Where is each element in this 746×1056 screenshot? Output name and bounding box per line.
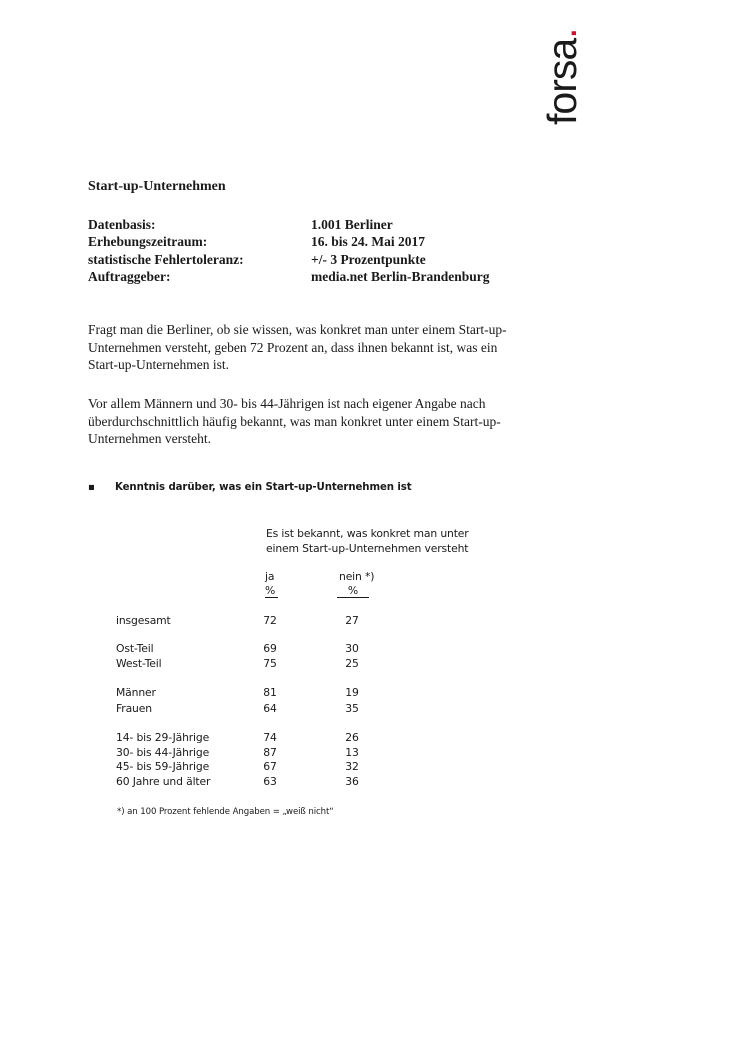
table-row [0,701,746,716]
meta-row [88,216,548,233]
cell-nein: 13 [345,746,359,759]
cell-nein: 30 [345,642,359,655]
row-label: insgesamt [116,614,171,627]
cell-ja: 67 [263,760,277,773]
cell-nein: 26 [345,731,359,744]
cell-nein: 19 [345,686,359,699]
logo-text: forsa [539,38,585,125]
bullet-icon: ▪ [88,482,95,493]
table-row [0,656,746,671]
table-row [0,759,746,774]
row-label: Frauen [116,702,152,715]
paragraph-line: Unternehmen versteht. [88,431,211,447]
cell-nein: 35 [345,702,359,715]
meta-label: Erhebungszeitraum: [88,234,208,250]
cell-nein: 27 [345,614,359,627]
row-label: West-Teil [116,657,162,670]
meta-value: 16. bis 24. Mai 2017 [311,234,426,250]
footnote: *) an 100 Prozent fehlende Angaben = „weiß nicht“ [117,807,334,817]
cell-ja: 74 [263,731,277,744]
meta-value: 1.001 Berliner [311,217,393,232]
meta-label: Datenbasis: [88,217,156,232]
cell-nein: 36 [345,775,359,788]
table-row [0,774,746,789]
cell-ja: 64 [263,702,277,715]
cell-nein: 32 [345,760,359,773]
cell-ja: 81 [263,686,277,699]
paragraph-2 [88,395,558,448]
row-label: 30- bis 44-Jährige [116,746,210,759]
meta-label: statistische Fehlertoleranz: [88,251,244,267]
column-header-nein: nein *) [339,570,375,583]
meta-value: +/- 3 Prozentpunkte [311,251,426,267]
cell-ja: 75 [263,657,277,670]
cell-nein: 25 [345,657,359,670]
meta-value: media.net Berlin-Brandenburg [311,268,490,284]
paragraph-line: Start-up-Unternehmen ist. [88,357,229,373]
cell-ja: 72 [263,614,277,627]
row-label: 60 Jahre und älter [116,775,211,788]
meta-row [88,233,548,250]
table-row [0,745,746,760]
paragraph-line: Unternehmen versteht, geben 72 Prozent an, dass ihnen bekannt ist, was ein [88,339,498,355]
unit-ja: % [265,584,278,598]
row-label: Männer [116,686,156,699]
section-title: Kenntnis darüber, was ein Start-up-Unternehmen ist [115,482,412,493]
paragraph-line: Vor allem Männern und 30- bis 44-Jährigen ist nach eigener Angabe nach [88,396,486,411]
meta-row [88,251,548,268]
table-row [0,685,746,700]
column-header-ja: ja [265,570,275,583]
caption-line: einem Start-up-Unternehmen versteht [266,541,469,555]
paragraph-1 [88,321,558,374]
caption-line: Es ist bekannt, was konkret man unter [266,527,469,540]
paragraph-line: Fragt man die Berliner, ob sie wissen, was konkret man unter einem Start-up- [88,322,507,337]
meta-label: Auftraggeber: [88,268,171,284]
table-caption [266,527,469,556]
logo-dot: . [539,28,585,39]
unit-nein: % [337,584,369,598]
row-label: 45- bis 59-Jährige [116,760,210,773]
table-row [0,613,746,628]
row-label: 14- bis 29-Jährige [116,731,210,744]
cell-ja: 69 [263,642,277,655]
forsa-logo [532,30,592,125]
table-row [0,641,746,656]
section-heading [88,482,412,493]
page-title: Start-up-Unternehmen [88,179,226,194]
cell-ja: 87 [263,746,277,759]
cell-ja: 63 [263,775,277,788]
table-row [0,730,746,745]
metadata-block [88,216,548,285]
row-label: Ost-Teil [116,642,154,655]
meta-row [88,268,548,285]
paragraph-line: überdurchschnittlich häufig bekannt, was man konkret unter einem Start-up- [88,413,501,429]
